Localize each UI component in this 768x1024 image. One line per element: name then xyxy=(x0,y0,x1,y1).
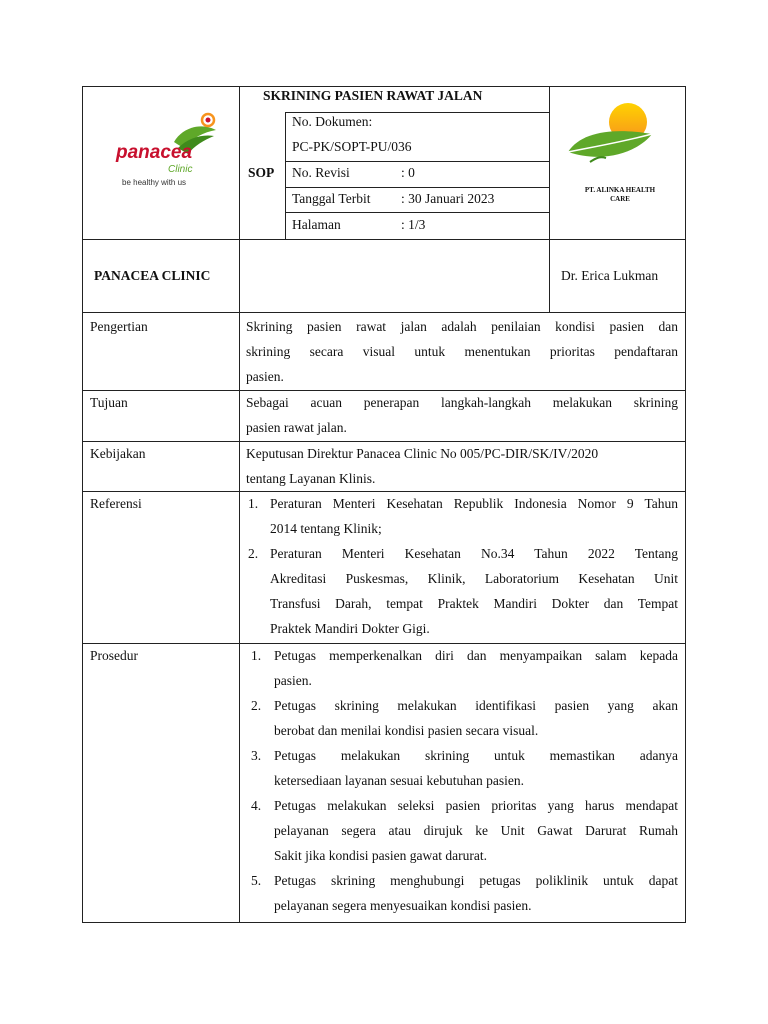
issue-date-value: : 30 Januari 2023 xyxy=(401,191,495,206)
clinic-row-bottom-line xyxy=(82,312,686,313)
revision-value: : 0 xyxy=(401,165,415,180)
referensi-label: Referensi xyxy=(90,496,142,511)
panacea-logo xyxy=(100,108,230,198)
doc-no-label: No. Dokumen: xyxy=(292,114,373,129)
table-border-top xyxy=(82,86,686,87)
list-line: Peraturan Menteri Kesehatan Republik Indonesia Nomor 9 Tahun xyxy=(270,496,678,511)
list-number: 5. xyxy=(251,873,262,888)
list-line: Petugas skrining menghubungi petugas poliklinik untuk dapat xyxy=(274,873,678,888)
list-number: 3. xyxy=(251,748,262,763)
right-logo-divider xyxy=(549,86,550,313)
alinka-caption-line1: PT. ALINKA HEALTH xyxy=(584,186,656,194)
list-item xyxy=(251,693,678,743)
table-border-right xyxy=(685,86,686,923)
svg-text:panacea: panacea xyxy=(116,142,193,163)
alinka-caption xyxy=(560,186,680,204)
list-number: 1. xyxy=(248,496,259,511)
table-border-bottom xyxy=(82,922,686,923)
title-row-divider xyxy=(285,112,549,113)
kebijakan-line: Keputusan Direktur Panacea Clinic No 005/PC-DIR/SK/IV/2020 xyxy=(246,446,599,461)
page-value: : 1/3 xyxy=(401,217,426,232)
list-item xyxy=(251,743,678,793)
list-line: Petugas melakukan seleksi pasien prioritas yang harus mendapat xyxy=(274,798,678,813)
pengertian-label: Pengertian xyxy=(90,319,148,334)
kebijakan-label: Kebijakan xyxy=(90,446,146,461)
list-line: ketersediaan layanan sesuai kebutuhan pasien. xyxy=(274,773,525,788)
list-line: Petugas melakukan skrining untuk memastikan adanya xyxy=(274,748,678,763)
list-line: Akreditasi Puskesmas, Klinik, Laboratorium Kesehatan Unit xyxy=(270,571,678,586)
tujuan-line: pasien rawat jalan. xyxy=(246,420,347,435)
kebijakan-line: tentang Layanan Klinis. xyxy=(246,471,376,486)
panacea-logo-graphic xyxy=(100,108,230,198)
list-item xyxy=(248,491,678,541)
alinka-logo-graphic xyxy=(560,100,680,180)
list-item xyxy=(251,868,678,918)
list-item xyxy=(251,793,678,868)
list-line: pelayanan segera atau dirujuk ke Unit Gawat Darurat Rumah xyxy=(274,823,678,838)
list-line: Petugas skrining melakukan identifikasi pasien yang akan xyxy=(274,698,678,713)
alinka-logo xyxy=(560,100,680,210)
doc-no-value: PC-PK/SOPT-PU/036 xyxy=(292,139,412,154)
list-line: Sakit jika kondisi pasien gawat darurat. xyxy=(274,848,487,863)
header-bottom-line xyxy=(82,239,686,240)
list-line: pelayanan segera menyesuaikan kondisi pasien. xyxy=(274,898,532,913)
revision-label: No. Revisi xyxy=(292,165,350,180)
signer-name: Dr. Erica Lukman xyxy=(561,268,659,283)
list-item xyxy=(248,541,678,641)
sop-column-divider xyxy=(285,112,286,240)
list-line: Petugas memperkenalkan diri dan menyampaikan salam kepada xyxy=(274,648,678,663)
label-column-divider xyxy=(239,86,240,923)
list-number: 1. xyxy=(251,648,262,663)
document-title: SKRINING PASIEN RAWAT JALAN xyxy=(263,88,483,103)
clinic-name: PANACEA CLINIC xyxy=(94,268,211,283)
doc-no-divider xyxy=(285,161,549,162)
prosedur-label: Prosedur xyxy=(90,648,138,663)
list-line: pasien. xyxy=(274,673,312,688)
list-number: 2. xyxy=(248,546,259,561)
svg-text:Clinic: Clinic xyxy=(168,164,193,175)
pengertian-line: Skrining pasien rawat jalan adalah penilaian kondisi pasien dan xyxy=(246,319,678,334)
tujuan-line: Sebagai acuan penerapan langkah-langkah melakukan skrining xyxy=(246,395,678,410)
pengertian-line: skrining secara visual untuk menentukan prioritas pendaftaran xyxy=(246,344,678,359)
issue-date-label: Tanggal Terbit xyxy=(292,191,371,206)
sop-label: SOP xyxy=(248,165,275,180)
revision-divider xyxy=(285,187,549,188)
page-label: Halaman xyxy=(292,217,341,232)
alinka-caption-line2: CARE xyxy=(610,195,630,203)
list-number: 2. xyxy=(251,698,262,713)
list-line: 2014 tentang Klinik; xyxy=(270,521,382,536)
tujuan-label: Tujuan xyxy=(90,395,128,410)
svg-text:be healthy with us: be healthy with us xyxy=(122,178,187,187)
list-line: Transfusi Darah, tempat Praktek Mandiri Dokter dan Tempat xyxy=(270,596,678,611)
list-line: Peraturan Menteri Kesehatan No.34 Tahun 2022 Tentang xyxy=(270,546,678,561)
list-number: 4. xyxy=(251,798,262,813)
list-line: Praktek Mandiri Dokter Gigi. xyxy=(270,621,430,636)
date-divider xyxy=(285,212,549,213)
list-item xyxy=(251,643,678,693)
table-border-left xyxy=(82,86,83,923)
pengertian-line: pasien. xyxy=(246,369,284,384)
list-line: berobat dan menilai kondisi pasien secara visual. xyxy=(274,723,539,738)
